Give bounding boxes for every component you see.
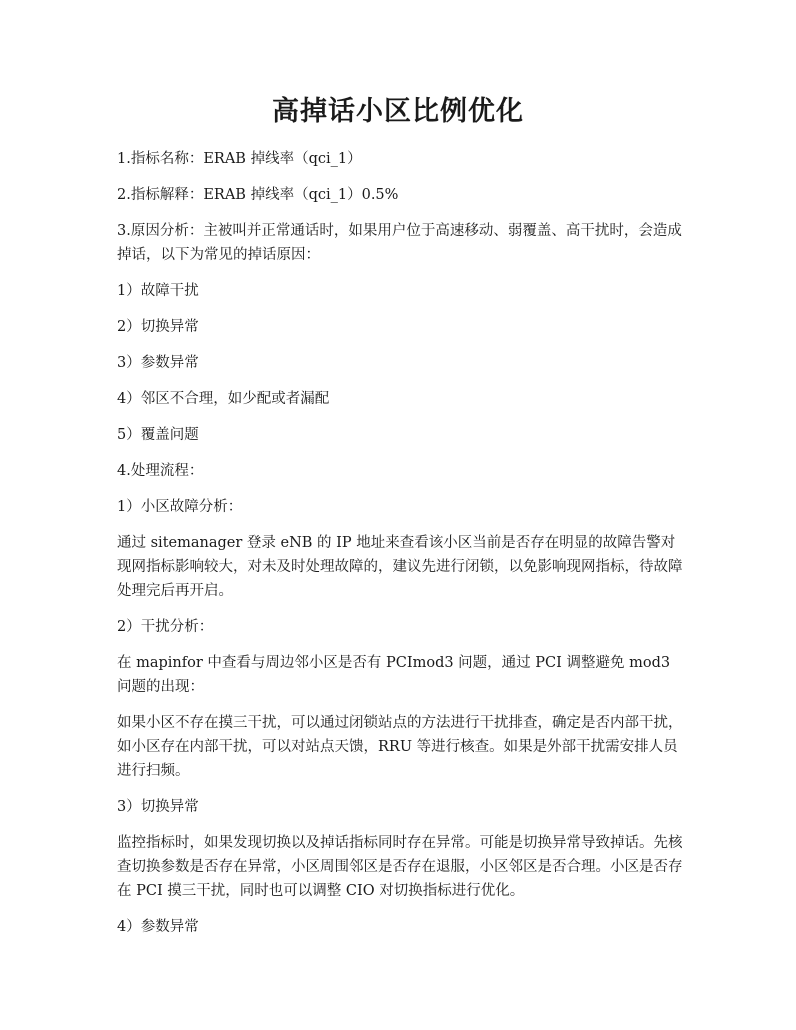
document-title: 高掉话小区比例优化 [272, 96, 524, 127]
process-heading: 4.处理流程： [117, 463, 204, 479]
handover-heading: 3）切换异常 [117, 799, 199, 815]
cause-analysis: 3.原因分析：主被叫并正常通话时，如果用户位于高速移动、弱覆盖、高干扰时，会造成掉话，以下为常见的掉话原因： [117, 223, 682, 263]
cause-item-5: 5）覆盖问题 [117, 427, 199, 443]
fault-analysis-body: 通过 sitemanager 登录 eNB 的 IP 地址来查看该小区当前是否存在明显的故障告警对现网指标影响较大，对未及时处理故障的，建议先进行闭锁，以免影响现网指标，待故障处理完后再开启。 [117, 535, 683, 599]
interference-analysis-body-2: 如果小区不存在摸三干扰，可以通过闭锁站点的方法进行干扰排查，确定是否内部干扰，如小区存在内部干扰，可以对站点天馈，RRU 等进行核查。如果是外部干扰需安排人员进行扫频。 [117, 715, 683, 779]
interference-analysis-heading: 2）干扰分析： [117, 619, 214, 635]
handover-body: 监控指标时，如果发现切换以及掉话指标同时存在异常。可能是切换异常导致掉话。先核查切换参数是否存在异常，小区周围邻区是否存在退服，小区邻区是否合理。小区是否存在 PCI 摸三干扰，同时也可以调整 CIO 对切换指标进行优化。 [117, 835, 683, 899]
cause-item-1: 1）故障干扰 [117, 283, 199, 299]
cause-item-3: 3）参数异常 [117, 355, 199, 371]
indicator-explanation: 2.指标解释：ERAB 掉线率（qci_1）0.5% [117, 187, 399, 203]
cause-item-2: 2）切换异常 [117, 319, 199, 335]
parameter-heading: 4）参数异常 [117, 919, 199, 935]
indicator-name: 1.指标名称：ERAB 掉线率（qci_1） [117, 151, 362, 167]
cause-item-4: 4）邻区不合理，如少配或者漏配 [117, 391, 330, 407]
interference-analysis-body-1: 在 mapinfor 中查看与周边邻小区是否有 PCImod3 问题，通过 PCI 调整避免 mod3 问题的出现： [117, 655, 671, 695]
fault-analysis-heading: 1）小区故障分析： [117, 499, 243, 515]
